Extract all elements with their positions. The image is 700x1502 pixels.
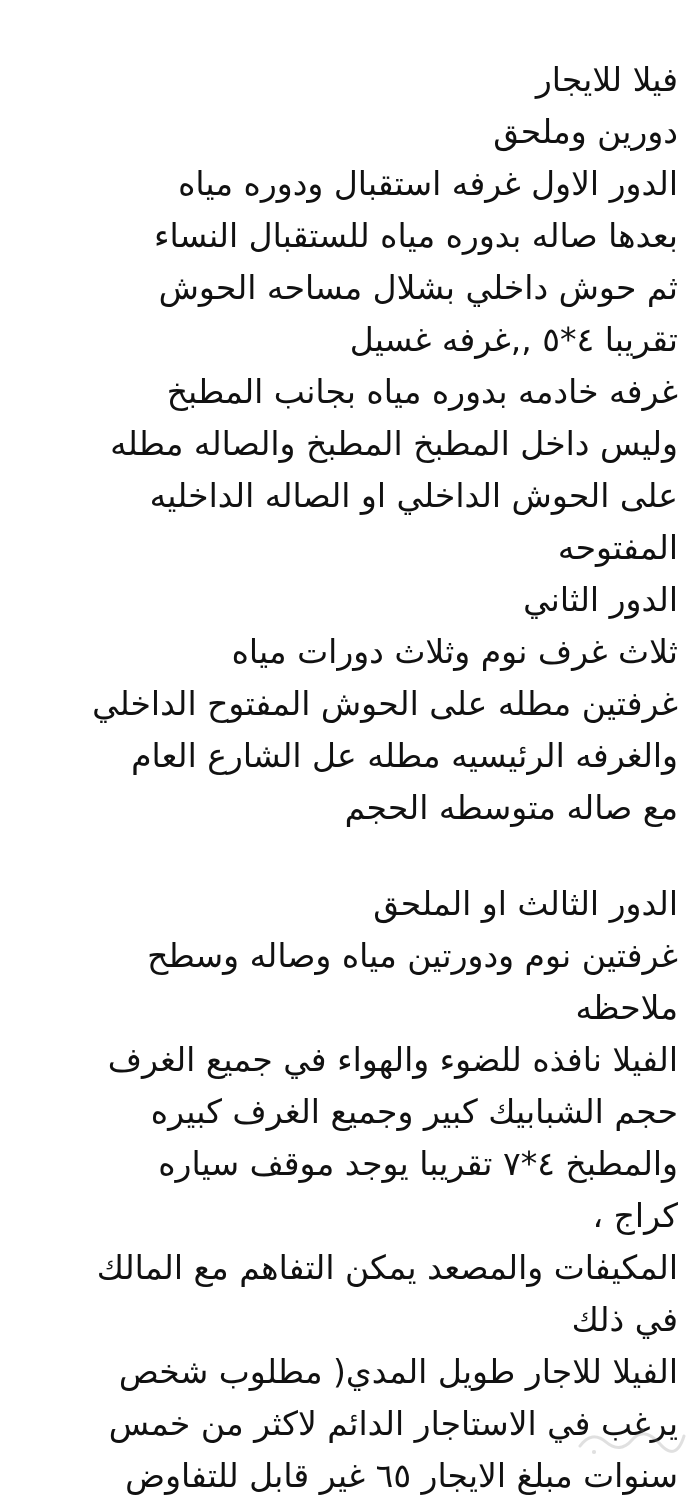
text-line: سنوات مبلغ الايجار ٦٥ غير قابل للتفاوض: [125, 1456, 678, 1495]
text-line: في ذلك: [571, 1300, 678, 1339]
text-line: الدور الاول غرفه استقبال ودوره مياه: [178, 164, 678, 203]
text-line: غرفه خادمه بدوره مياه بجانب المطبخ: [166, 372, 678, 411]
text-line: بعدها صاله بدوره مياه للستقبال النساء: [153, 216, 678, 255]
text-line: المفتوحه: [557, 528, 678, 567]
text-line: ثلاث غرف نوم وثلاث دورات مياه: [231, 632, 678, 671]
text-line: تقريبا ٤*٥ ,,غرفه غسيل: [349, 320, 678, 359]
text-line: والمطبخ ٤*٧ تقريبا يوجد موقف سياره: [158, 1144, 678, 1183]
text-line: غرفتين مطله على الحوش المفتوح الداخلي: [92, 684, 678, 723]
document-body: [8, 54, 678, 1502]
text-line: والغرفه الرئيسيه مطله عل الشارع العام: [131, 736, 678, 775]
text-line-title: فيلا للايجار: [535, 60, 678, 99]
text-line: على الحوش الداخلي او الصاله الداخليه: [149, 476, 678, 515]
text-line-heading: ملاحظه: [575, 988, 678, 1027]
text-line: الفيلا نافذه للضوء والهواء في جميع الغرف: [107, 1040, 678, 1079]
text-line: الفيلا للاجار طويل المدي( مطلوب شخص: [118, 1352, 678, 1391]
text-line-heading: الدور الثالث او الملحق: [373, 884, 678, 923]
paragraph-gap: [8, 834, 678, 878]
text-line: دورين وملحق: [493, 112, 678, 151]
text-line: مع صاله متوسطه الحجم: [344, 788, 678, 827]
text-line-heading: الدور الثاني: [523, 580, 678, 619]
text-line: وليس داخل المطبخ المطبخ والصاله مطله: [110, 424, 678, 463]
text-line: المكيفات والمصعد يمكن التفاهم مع المالك: [96, 1248, 678, 1287]
text-line: ثم حوش داخلي بشلال مساحه الحوش: [158, 268, 678, 307]
text-line: يرغب في الاستاجار الدائم لاكثر من خمس: [108, 1404, 678, 1443]
watermark-logo: [572, 1422, 692, 1458]
text-line: كراج ،: [592, 1196, 678, 1235]
text-line: غرفتين نوم ودورتين مياه وصاله وسطح: [147, 936, 678, 975]
text-line: حجم الشبابيك كبير وجميع الغرف كبيره: [150, 1092, 678, 1131]
